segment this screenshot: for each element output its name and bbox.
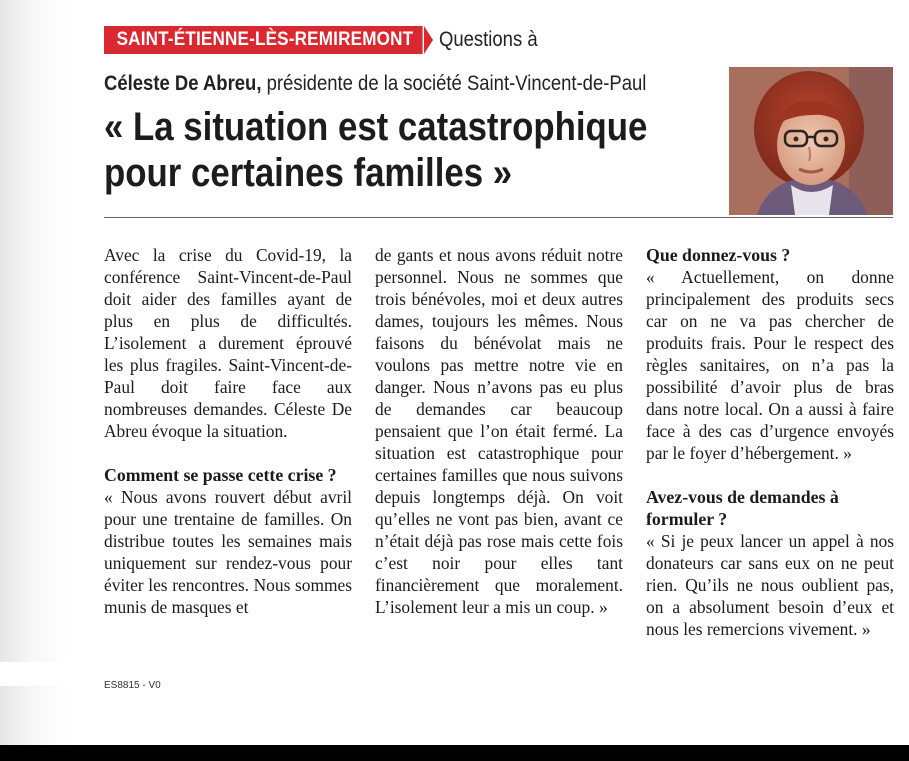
- article-column-1: [104, 244, 352, 618]
- article-column-2: [375, 244, 623, 618]
- byline-name: Céleste De Abreu,: [104, 72, 262, 95]
- location-tag: SAINT-ÉTIENNE-LÈS-REMIREMONT: [104, 26, 422, 54]
- section-kicker: [104, 26, 551, 54]
- answer-2: « Actuellement, on donne principalement des produits secs car on ne va pas chercher de produits frais. Pour le respect des règles sanitaires, on n’a pas la possibilité d’avoir plus de bras dans notre local. On a aussi à faire face à des cas d’urgence envoyés par le foyer d’hébergement. »: [646, 267, 894, 463]
- answer-1-part-2: de gants et nous avons réduit notre personnel. Nous ne sommes que trois bénévoles, moi et deux autres dames, toujours les mêmes. Nous faisons du bénévolat mais ne voulons pas mettre notre vie en danger. Nous n’avons pas eu plus de demandes car beaucoup pensaient que l’on était fermé. La situation est catastrophique pour certaines familles que nous suivons depuis longtemps déjà. On voit qu’elles ne vont pas bien, avant ce n’était déjà pas rose mais cette fois c’est noir pour elles tant financièrement que moralement. L’isolement leur a mis un coup. »: [375, 245, 623, 617]
- question-2: Que donnez-vous ?: [646, 245, 791, 265]
- portrait-photo: [729, 67, 893, 215]
- article-column-3: [646, 244, 894, 640]
- question-1: Comment se passe cette crise ?: [104, 465, 337, 485]
- location-tag-arrow: [424, 26, 433, 54]
- kicker-label: Questions à: [438, 28, 538, 51]
- answer-1-part-1: « Nous avons rouvert début avril pour une trentaine de familles. On distribue toutes les semaines mais uniquement sur rendez-vous pour éviter les rencontres. Nous sommes munis de masques et: [104, 487, 352, 617]
- print-code: ES8815 - V0: [104, 680, 161, 691]
- byline-role: présidente de la société Saint-Vincent-de-Paul: [266, 72, 647, 95]
- answer-3: « Si je peux lancer un appel à nos donateurs car sans eux on ne peut rien. Qu’ils ne nous oublient pas, on a absolument besoin d’eux et nous les remercions vivement. »: [646, 531, 894, 639]
- headline: « La situation est catastrophique pour certaines familles »: [104, 105, 648, 195]
- question-3: Avez-vous de demandes à formuler ?: [646, 487, 839, 529]
- headline-divider: [104, 217, 893, 218]
- byline: [104, 72, 646, 96]
- portrait-illustration: [729, 67, 893, 215]
- article-intro: Avec la crise du Covid-19, la conférence Saint-Vincent-de-Paul doit aider des familles ayant de plus en plus de difficultés. L’isolement a durement éprouvé les plus fragiles. Saint-Vincent-de-Paul doit faire face aux nombreuses demandes. Céleste De Abreu évoque la situation.: [104, 245, 352, 441]
